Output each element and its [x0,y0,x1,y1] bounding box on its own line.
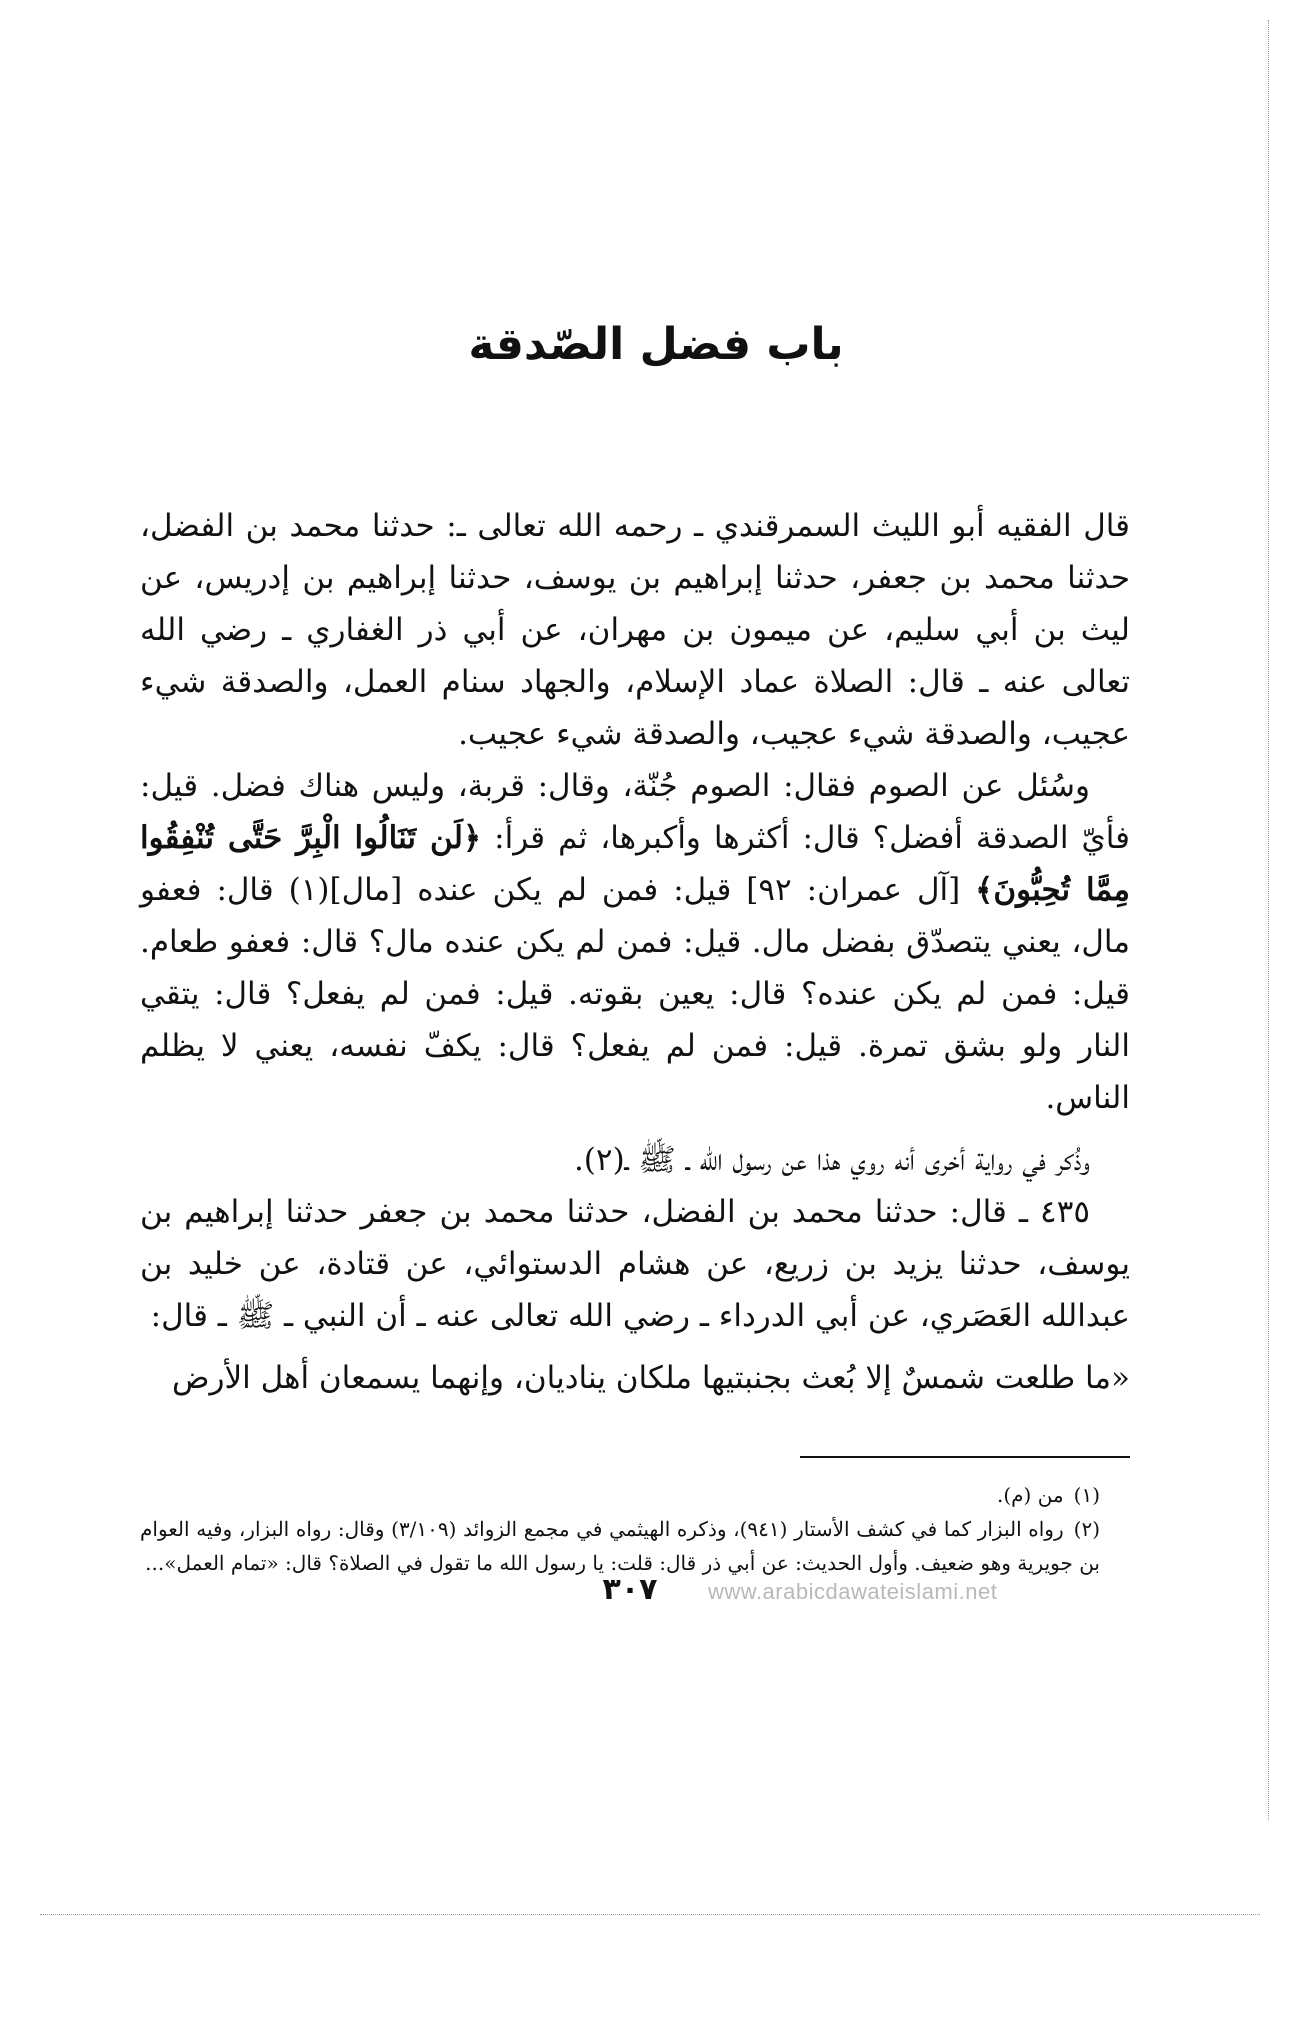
footnote-separator [800,1456,1130,1458]
question-continuation: [آل عمران: ٩٢] قيل: فمن لم يكن عنده [مال](١) قال: فعفو مال، يعني يتصدّق بفضل مال. قيل: فمن لم يكن عنده مال؟ قال: فعفو طعام. قيل: فمن لم يكن عنده؟ قال: يعين بقوته. قيل: فمن لم يفعل؟ قال: يتقي النار ولو بشق تمرة. قيل: فمن لم يفعل؟ قال: يكفّ نفسه، يعني لا يظلم الناس. [140,872,1130,1116]
chapter-title: باب فضل الصّدقة [468,319,844,370]
main-text [140,500,1130,1404]
paragraph-hadith-text: «ما طلعت شمسٌ إلا بُعث بجنبتيها ملكان يناديان، وإنهما يسمعان أهل الأرض [172,1360,1130,1396]
footnote-text: من (م). [996,1483,1064,1507]
footnote-number: (٢) [1073,1517,1101,1541]
scan-bottom-edge [40,1914,1260,1915]
footnote-text: رواه البزار كما في كشف الأستار (٩٤١)، وذكره الهيثمي في مجمع الزوائد (٣/١٠٩) وقال: رواه البزار، وفيه العوام بن جويرية وهو ضعيف. وأول الحديث: عن أبي ذر قال: قلت: يا رسول الله ما تقول في الصلاة؟ قال: «تمام العمل»... [140,1517,1100,1575]
scan-margin-line [1268,20,1269,1820]
footnote-number: (١) [1073,1483,1100,1507]
page-number: ٣٠٧ [602,1572,658,1607]
quran-verse: ﴿لَن تَنَالُوا الْبِرَّ حَتَّى تُنْفِقُوا مِمَّا تُحِبُّونَ﴾ [140,820,1130,908]
paragraph-question [140,760,1130,1124]
footnotes [140,1478,1100,1580]
paragraph-riwaya: وذُكر في رواية أخرى أنه روي هذا عن رسول الله ـ ﷺ ـ(٢). [573,1142,1090,1178]
paragraph-hadith-435: ٤٣٥ ـ قال: حدثنا محمد بن الفضل، حدثنا محمد بن جعفر حدثنا إبراهيم بن يوسف، حدثنا يزيد بن زريع، عن هشام الدستوائي، عن قتادة، عن خليد بن عبدالله العَصَري، عن أبي الدرداء ـ رضي الله تعالى عنه ـ أن النبي ـ ﷺ ـ قال: [140,1194,1130,1334]
paragraph-isnad: قال الفقيه أبو الليث السمرقندي ـ رحمه الله تعالى ـ: حدثنا محمد بن الفضل، حدثنا محمد بن جعفر، حدثنا إبراهيم بن يوسف، حدثنا إبراهيم بن إدريس، عن ليث بن أبي سليم، عن ميمون بن مهران، عن أبي ذر الغفاري ـ رضي الله تعالى عنه ـ قال: الصلاة عماد الإسلام، والجهاد سنام العمل، والصدقة شيء عجيب، والصدقة شيء عجيب، والصدقة شيء عجيب. [140,508,1130,752]
footnote-1 [140,1478,1100,1512]
question-text: وسُئل عن الصوم فقال: الصوم جُنّة، وقال: قربة، وليس هناك فضل. قيل: فأيّ الصدقة أفضل؟ قال: أكثرها وأكبرها، ثم قرأ: [140,768,1130,856]
watermark-url: www.arabicdawateislami.net [708,1579,998,1604]
